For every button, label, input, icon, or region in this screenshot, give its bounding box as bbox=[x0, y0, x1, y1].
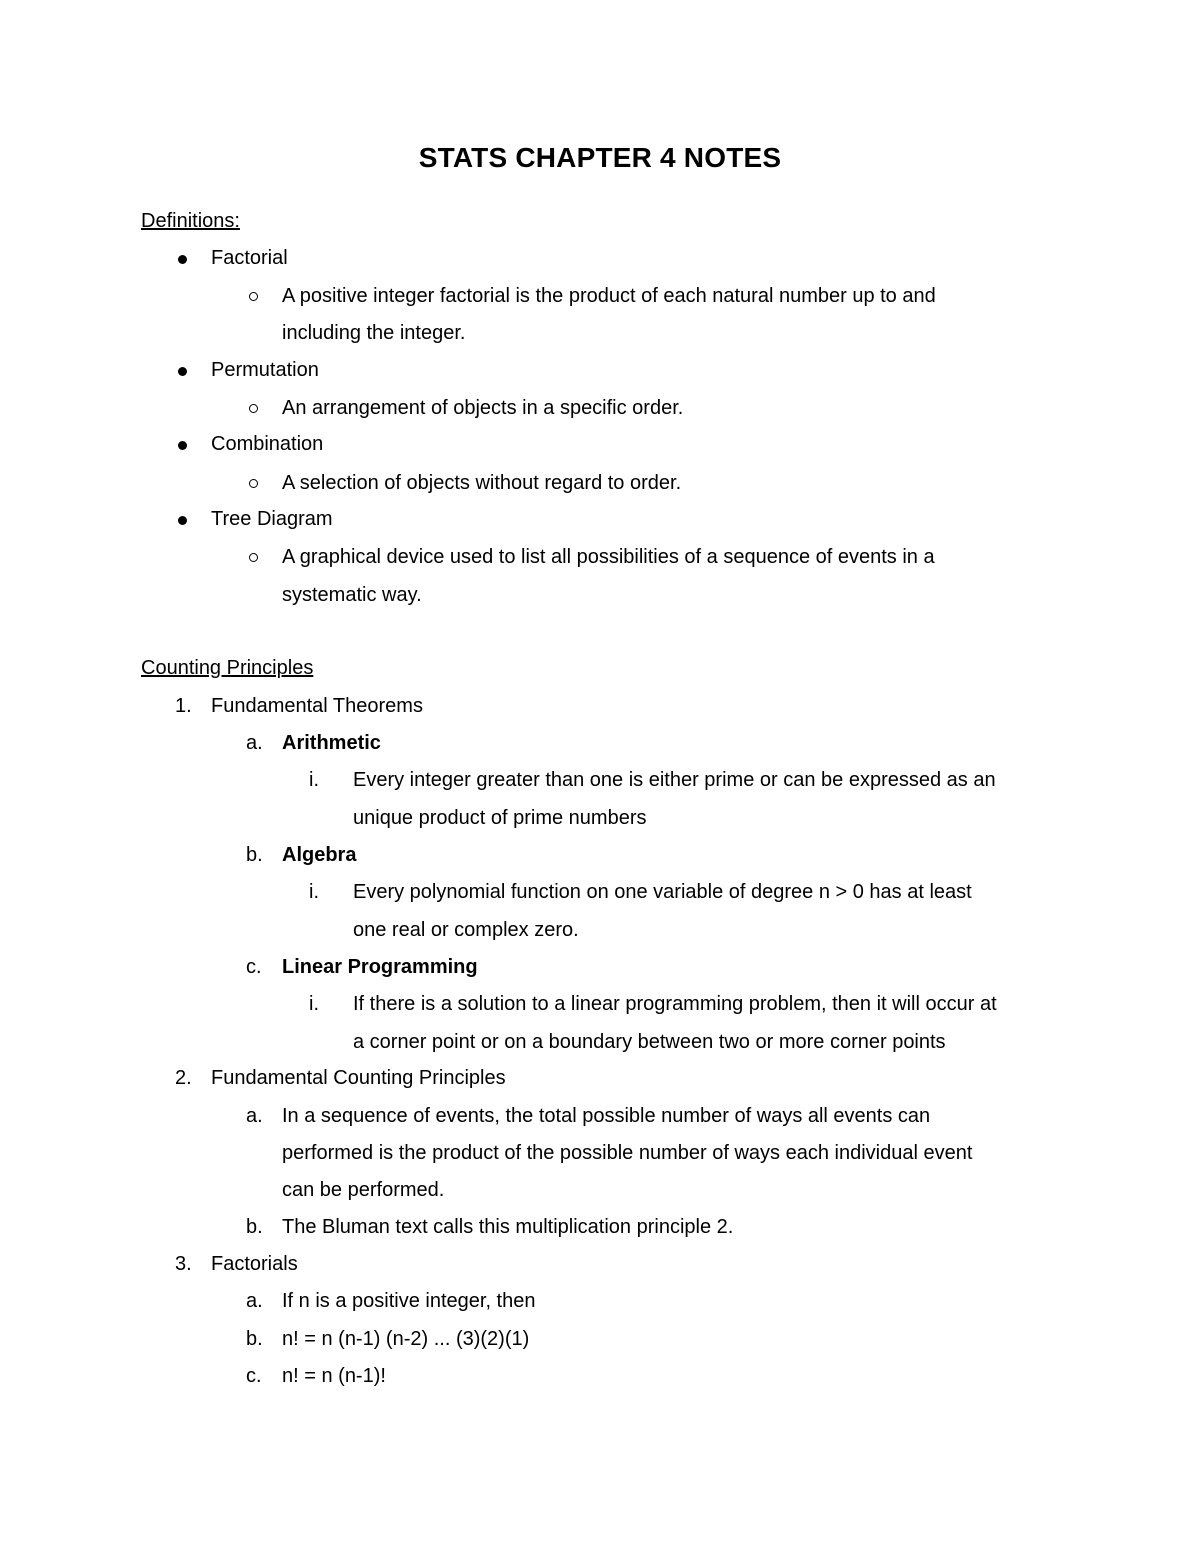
sub-item-label: Linear Programming bbox=[282, 956, 478, 978]
hollow-bullet-icon bbox=[249, 553, 258, 562]
sub-item-text: Every polynomial function on one variable of degree n > 0 has at least bbox=[353, 881, 972, 903]
sub-item-text: unique product of prime numbers bbox=[353, 807, 647, 829]
list-item-label: Fundamental Counting Principles bbox=[211, 1067, 506, 1089]
sub-item-label: Algebra bbox=[282, 844, 357, 866]
list-letter: b. bbox=[246, 1216, 263, 1238]
list-letter: a. bbox=[246, 1105, 263, 1127]
hollow-bullet-icon bbox=[249, 292, 258, 301]
list-letter: a. bbox=[246, 732, 263, 754]
sub-item-text: n! = n (n-1) (n-2) ... (3)(2)(1) bbox=[282, 1328, 530, 1350]
definition-term: Factorial bbox=[211, 247, 288, 269]
definition-text: A graphical device used to list all possibilities of a sequence of events in a bbox=[282, 546, 935, 568]
hollow-bullet-icon bbox=[249, 479, 258, 488]
bullet-icon bbox=[178, 255, 187, 264]
list-letter: b. bbox=[246, 844, 263, 866]
hollow-bullet-icon bbox=[249, 404, 258, 413]
list-letter: a. bbox=[246, 1290, 263, 1312]
sub-item-label: Arithmetic bbox=[282, 732, 381, 754]
bullet-icon bbox=[178, 441, 187, 450]
definition-term: Tree Diagram bbox=[211, 508, 333, 530]
list-letter: b. bbox=[246, 1328, 263, 1350]
list-number: 2. bbox=[175, 1067, 192, 1089]
definition-term: Permutation bbox=[211, 359, 319, 381]
counting-heading: Counting Principles bbox=[141, 657, 314, 679]
definition-text: systematic way. bbox=[282, 584, 422, 606]
list-number: 3. bbox=[175, 1253, 192, 1275]
list-roman: i. bbox=[309, 881, 319, 903]
sub-item-text: If there is a solution to a linear programming problem, then it will occur at bbox=[353, 993, 997, 1015]
sub-item-text: Every integer greater than one is either prime or can be expressed as an bbox=[353, 769, 996, 791]
sub-item-text: In a sequence of events, the total possible number of ways all events can bbox=[282, 1105, 931, 1127]
bullet-icon bbox=[178, 367, 187, 376]
sub-item-text: n! = n (n-1)! bbox=[282, 1365, 386, 1387]
definition-text: A selection of objects without regard to order. bbox=[282, 472, 682, 494]
list-item-label: Fundamental Theorems bbox=[211, 695, 423, 717]
definition-term: Combination bbox=[211, 433, 324, 455]
list-letter: c. bbox=[246, 1365, 262, 1387]
sub-item-text: a corner point or on a boundary between two or more corner points bbox=[353, 1031, 946, 1053]
sub-item-text: If n is a positive integer, then bbox=[282, 1290, 536, 1312]
definition-text: An arrangement of objects in a specific order. bbox=[282, 397, 684, 419]
page-title: STATS CHAPTER 4 NOTES bbox=[418, 142, 782, 173]
sub-item-text: The Bluman text calls this multiplication principle 2. bbox=[282, 1216, 734, 1238]
definition-text: A positive integer factorial is the product of each natural number up to and bbox=[282, 285, 936, 307]
sub-item-text: performed is the product of the possible number of ways each individual event bbox=[282, 1142, 973, 1164]
definition-text: including the integer. bbox=[282, 322, 466, 344]
list-number: 1. bbox=[175, 695, 192, 717]
bullet-icon bbox=[178, 516, 187, 525]
definitions-heading: Definitions: bbox=[141, 210, 240, 232]
sub-item-text: one real or complex zero. bbox=[353, 919, 579, 941]
list-letter: c. bbox=[246, 956, 262, 978]
list-roman: i. bbox=[309, 769, 319, 791]
list-item-label: Factorials bbox=[211, 1253, 298, 1275]
sub-item-text: can be performed. bbox=[282, 1179, 445, 1201]
list-roman: i. bbox=[309, 993, 319, 1015]
